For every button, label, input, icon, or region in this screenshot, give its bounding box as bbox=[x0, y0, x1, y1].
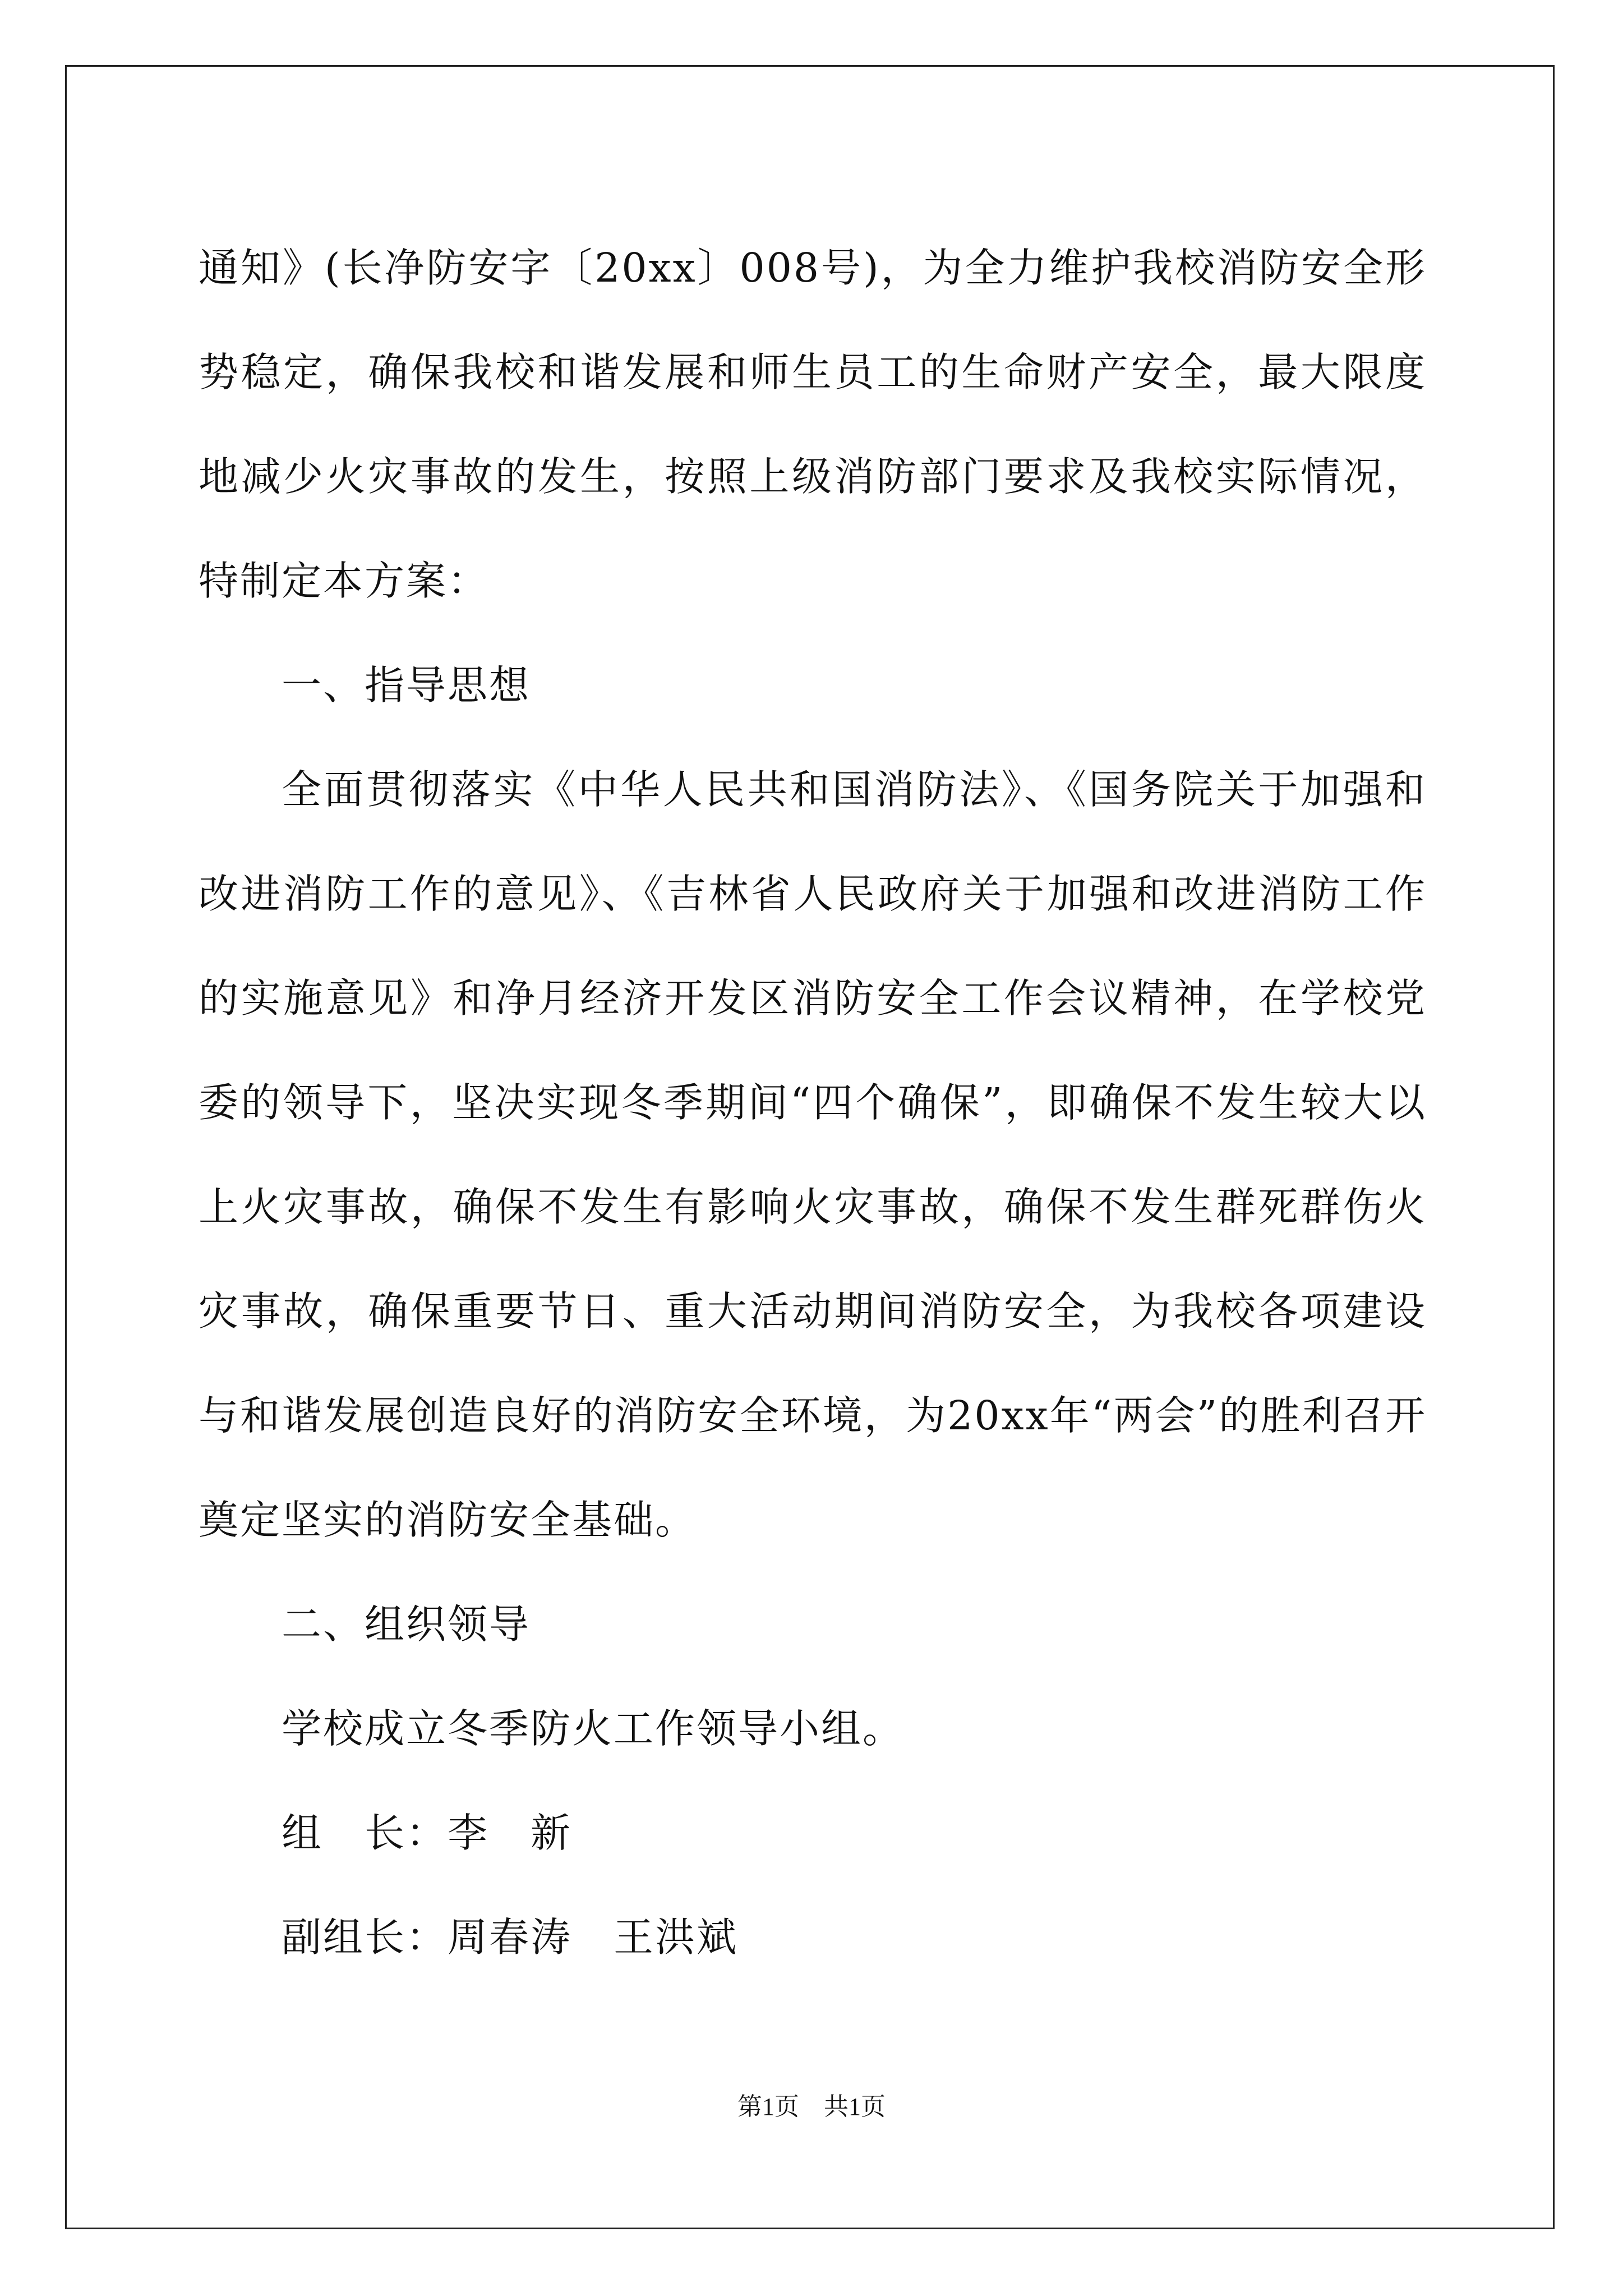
page-number-footer: 第1页 共1页 bbox=[737, 2093, 886, 2120]
document-body bbox=[199, 216, 1427, 1990]
organization-paragraph: 学校成立冬季防火工作领导小组。 bbox=[282, 1705, 905, 1752]
group-leader-line: 组 长：李 新 bbox=[282, 1810, 573, 1856]
intro-paragraph: 通知》(长净防安字〔20xx〕008号)，为全力维护我校消防安全形势稳定，确保我校和谐发展和师生员工的生命财产安全，最大限度地减少火灾事故的发生，按照上级消防部门要求及我校实际情况，特制定本方案： bbox=[199, 245, 1427, 604]
section-heading-guiding-thought: 一、指导思想 bbox=[282, 662, 531, 708]
section-heading-organization: 二、组织领导 bbox=[282, 1601, 531, 1648]
guiding-thought-paragraph: 全面贯彻落实《中华人民共和国消防法》、《国务院关于加强和改进消防工作的意见》、《吉林省人民政府关于加强和改进消防工作的实施意见》和净月经济开发区消防安全工作会议精神，在学校党委的领导下，坚决实现冬季期间“四个确保”，即确保不发生较大以上火灾事故，确保不发生有影响火灾事故，确保不发生群死群伤火灾事故，确保重要节日、重大活动期间消防安全，为我校各项建设与和谐发展创造良好的消防安全环境，为20xx年“两会”的胜利召开奠定坚实的消防安全基础。 bbox=[199, 766, 1427, 1543]
deputy-leader-line: 副组长：周春涛 王洪斌 bbox=[282, 1914, 739, 1961]
